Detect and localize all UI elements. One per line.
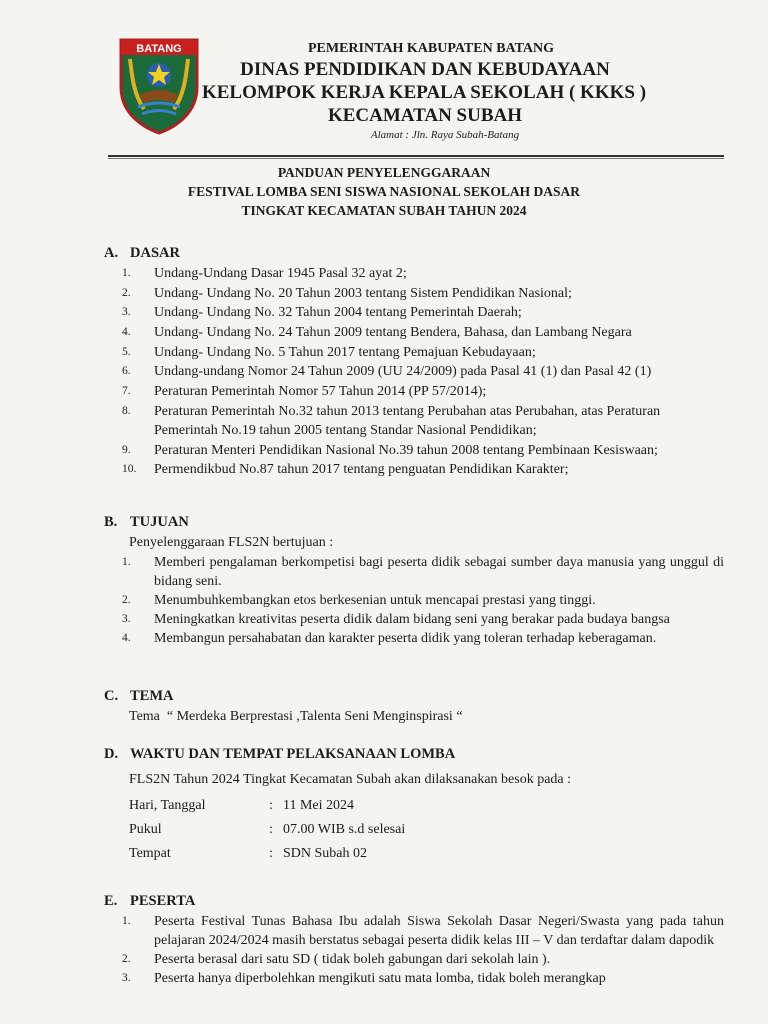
list-item: 1. Memberi pengalaman berkompetisi bagi peserta didik sebagai sumber daya manusia yang unggul di bidang seni. bbox=[122, 555, 724, 589]
title-line-1: PANDUAN PENYELENGGARAAN bbox=[277, 165, 491, 180]
section-heading: A. DASAR bbox=[104, 245, 180, 261]
letterhead-address: Alamat : Jln. Raya Subah-Batang bbox=[370, 129, 520, 141]
list-item: 6. Undang-undang Nomor 24 Tahun 2009 (UU 24/2009) pada Pasal 41 (1) dan Pasal 42 (1) bbox=[122, 364, 652, 380]
list-item: 4. Membangun persahabatan dan karakter peserta didik yang toleran terhadap keberagaman. bbox=[122, 631, 657, 646]
list-item: 8. Peraturan Pemerintah No.32 tahun 2013 tentang Perubahan atas Perubahan, atas Peraturan Pemerintah No.19 tahun 2005 tentang Standar Nasional Pendidikan; bbox=[122, 403, 661, 438]
list-item: 2. Undang- Undang No. 20 Tahun 2003 tentang Sistem Pendidikan Nasional; bbox=[122, 285, 572, 301]
batang-regency-logo bbox=[118, 37, 200, 135]
title-line-3: TINGKAT KECAMATAN SUBAH TAHUN 2024 bbox=[241, 203, 527, 218]
section-heading: E. PESERTA bbox=[104, 893, 196, 909]
schedule-row-place: Tempat : SDN Subah 02 bbox=[129, 846, 368, 861]
section-intro: Penyelenggaraan FLS2N bertujuan : bbox=[129, 535, 334, 550]
theme-text: Tema “ Merdeka Berprestasi ,Talenta Seni Menginspirasi “ bbox=[129, 709, 463, 724]
section-heading: C. TEMA bbox=[104, 688, 174, 704]
list-item: 10. Permendikbud No.87 tahun 2017 tentang penguatan Pendidikan Karakter; bbox=[122, 462, 569, 478]
letterhead-group: KELOMPOK KERJA KEPALA SEKOLAH ( KKKS ) bbox=[201, 82, 647, 103]
letterhead-district: KECAMATAN SUBAH bbox=[327, 105, 523, 126]
list-item: 2. Peserta berasal dari satu SD ( tidak boleh gabungan dari sekolah lain ). bbox=[122, 952, 551, 967]
list-item: 2. Menumbuhkembangkan etos berkesenian untuk mencapai prestasi yang tinggi. bbox=[122, 593, 596, 608]
section-tujuan bbox=[104, 512, 724, 648]
list-item: 1. Peserta Festival Tunas Bahasa Ibu adalah Siswa Sekolah Dasar Negeri/Swasta yang pada tahun pelajaran 2024/2024 masih berstatus sebagai peserta didik kelas III – V dan terdaftar dalam dapodik bbox=[122, 914, 724, 948]
section-intro: FLS2N Tahun 2024 Tingkat Kecamatan Subah akan dilaksanakan besok pada : bbox=[129, 772, 572, 787]
legal-basis-list bbox=[104, 264, 724, 479]
list-item: 3. Undang- Undang No. 32 Tahun 2004 tentang Pemerintah Daerah; bbox=[122, 305, 522, 321]
schedule-row-time: Pukul : 07.00 WIB s.d selesai bbox=[129, 822, 406, 837]
section-heading: D. WAKTU DAN TEMPAT PELAKSANAAN LOMBA bbox=[104, 746, 456, 762]
list-item: 4. Undang- Undang No. 24 Tahun 2009 tentang Bendera, Bahasa, dan Lambang Negara bbox=[122, 325, 632, 341]
document-title bbox=[100, 163, 668, 220]
letterhead-government: PEMERINTAH KABUPATEN BATANG bbox=[307, 41, 555, 56]
objectives-list bbox=[104, 553, 724, 648]
section-tema bbox=[104, 686, 724, 727]
participants-list bbox=[104, 912, 724, 988]
list-item: 7. Peraturan Pemerintah Nomor 57 Tahun 2014 (PP 57/2014); bbox=[122, 384, 487, 400]
header-divider bbox=[108, 155, 724, 157]
letterhead bbox=[200, 40, 650, 143]
section-waktu-tempat bbox=[104, 744, 724, 866]
list-item: 3. Peserta hanya diperbolehkan mengikuti satu mata lomba, tidak boleh merangkap bbox=[122, 971, 606, 986]
list-item: 3. Meningkatkan kreativitas peserta didik dalam bidang seni yang berakar pada budaya bangsa bbox=[122, 612, 670, 627]
list-item: 9. Peraturan Menteri Pendidikan Nasional No.39 tahun 2008 tentang Pembinaan Kesiswaan; bbox=[122, 442, 658, 458]
section-peserta bbox=[104, 891, 724, 988]
letterhead-office: DINAS PENDIDIKAN DAN KEBUDAYAAN bbox=[240, 59, 610, 80]
schedule-row-date: Hari, Tanggal : 11 Mei 2024 bbox=[129, 798, 355, 813]
list-item: 1. Undang-Undang Dasar 1945 Pasal 32 ayat 2; bbox=[122, 266, 407, 281]
svg-text:BATANG: BATANG bbox=[136, 43, 182, 55]
header-divider-thin bbox=[108, 158, 724, 159]
section-heading: B. TUJUAN bbox=[104, 514, 189, 530]
list-item: 5. Undang- Undang No. 5 Tahun 2017 tentang Pemajuan Kebudayaan; bbox=[122, 344, 536, 360]
title-line-2: FESTIVAL LOMBA SENI SISWA NASIONAL SEKOLAH DASAR bbox=[187, 184, 581, 199]
section-dasar bbox=[104, 243, 724, 480]
